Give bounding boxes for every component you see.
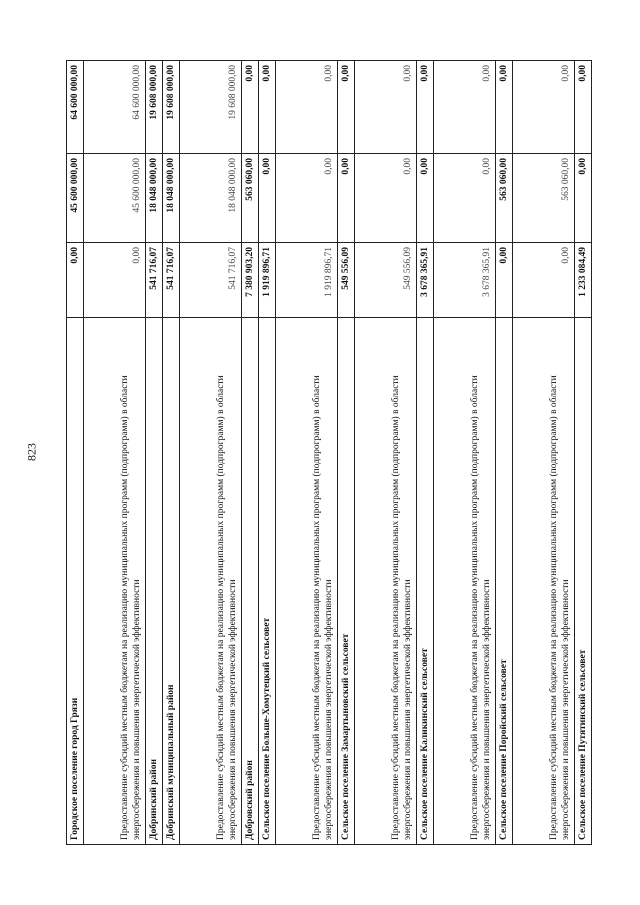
table-row-detail [84,61,146,845]
row-name-cell: Сельское поселение Замартыновский сельсовет [338,317,355,844]
row-value-3-cell: 0,00 [496,61,513,154]
row-value-1-cell: 1 919 896,71 [259,242,276,317]
table-row-detail [180,61,242,845]
row-value-3-cell: 19 608 000,00 [146,61,163,154]
table-row-detail [434,61,496,845]
row-value-3-cell: 19 608 000,00 [180,61,242,154]
row-value-2-cell: 563 060,00 [513,154,575,243]
row-value-3-cell: 0,00 [242,61,259,154]
row-name-cell: Сельское поселение Каликинский сельсовет [417,317,434,844]
row-name-cell: Сельское поселение Поройский сельсовет [496,317,513,844]
row-name-cell: Предоставление субсидий местным бюджетам на реализацию муниципальных программ (подпрограмм) в области энергосбережения и повышения энергетической эффективности [355,317,417,844]
row-value-1-cell: 541 716,07 [180,242,242,317]
row-value-3-cell: 0,00 [417,61,434,154]
row-value-2-cell: 0,00 [575,154,592,243]
table-row-heading [259,61,276,845]
row-value-1-cell: 541 716,07 [163,242,180,317]
table-row-heading [163,61,180,845]
row-value-1-cell: 0,00 [84,242,146,317]
table-row-heading [496,61,513,845]
budget-table-body [67,61,592,845]
row-value-1-cell: 3 678 365,91 [417,242,434,317]
row-value-3-cell: 0,00 [276,61,338,154]
row-value-1-cell: 0,00 [67,242,84,317]
row-value-2-cell: 0,00 [259,154,276,243]
budget-table [66,60,592,845]
table-row-heading [338,61,355,845]
table-row-heading [67,61,84,845]
row-value-3-cell: 19 608 000,00 [163,61,180,154]
row-name-cell: Сельское поселение Больше-Хомутецкий сельсовет [259,317,276,844]
row-value-3-cell: 64 600 000,00 [67,61,84,154]
row-value-2-cell: 563 060,00 [496,154,513,243]
row-value-1-cell: 3 678 365,91 [434,242,496,317]
table-row-heading [575,61,592,845]
row-value-2-cell: 0,00 [417,154,434,243]
row-value-2-cell: 0,00 [434,154,496,243]
row-name-cell: Добровский район [242,317,259,844]
row-name-cell: Добринский район [146,317,163,844]
row-value-1-cell: 1 233 084,49 [575,242,592,317]
table-row-detail [355,61,417,845]
row-value-3-cell: 0,00 [355,61,417,154]
row-value-2-cell: 563 060,00 [242,154,259,243]
row-value-3-cell: 0,00 [513,61,575,154]
row-value-1-cell: 0,00 [513,242,575,317]
row-value-3-cell: 0,00 [259,61,276,154]
row-name-cell: Предоставление субсидий местным бюджетам на реализацию муниципальных программ (подпрограмм) в области энергосбережения и повышения энергетической эффективности [276,317,338,844]
row-name-cell: Городское поселение город Грязи [67,317,84,844]
row-value-1-cell: 7 380 903,20 [242,242,259,317]
page-number: 823 [24,443,39,461]
rotated-table-container [66,60,589,845]
document-page [66,60,589,845]
row-value-2-cell: 0,00 [355,154,417,243]
row-value-2-cell: 18 048 000,00 [180,154,242,243]
row-value-1-cell: 541 716,07 [146,242,163,317]
table-row-detail [513,61,575,845]
row-value-1-cell: 1 919 896,71 [276,242,338,317]
table-row-heading [146,61,163,845]
row-value-2-cell: 0,00 [338,154,355,243]
row-value-2-cell: 45 600 000,00 [67,154,84,243]
row-name-cell: Предоставление субсидий местным бюджетам на реализацию муниципальных программ (подпрограмм) в области энергосбережения и повышения энергетической эффективности [180,317,242,844]
row-value-3-cell: 64 600 000,00 [84,61,146,154]
row-value-1-cell: 549 556,09 [338,242,355,317]
row-value-2-cell: 45 600 000,00 [84,154,146,243]
row-value-3-cell: 0,00 [434,61,496,154]
row-value-2-cell: 18 048 000,00 [146,154,163,243]
table-row-detail [276,61,338,845]
row-value-3-cell: 0,00 [575,61,592,154]
row-name-cell: Добринский муниципальный район [163,317,180,844]
row-value-3-cell: 0,00 [338,61,355,154]
row-value-2-cell: 18 048 000,00 [163,154,180,243]
row-name-cell: Сельское поселение Путятинский сельсовет [575,317,592,844]
table-row-heading [242,61,259,845]
row-value-1-cell: 0,00 [496,242,513,317]
row-name-cell: Предоставление субсидий местным бюджетам на реализацию муниципальных программ (подпрограмм) в области энергосбережения и повышения энергетической эффективности [84,317,146,844]
row-value-2-cell: 0,00 [276,154,338,243]
row-value-1-cell: 549 556,09 [355,242,417,317]
row-name-cell: Предоставление субсидий местным бюджетам на реализацию муниципальных программ (подпрограмм) в области энергосбережения и повышения энергетической эффективности [513,317,575,844]
table-row-heading [417,61,434,845]
row-name-cell: Предоставление субсидий местным бюджетам на реализацию муниципальных программ (подпрограмм) в области энергосбережения и повышения энергетической эффективности [434,317,496,844]
